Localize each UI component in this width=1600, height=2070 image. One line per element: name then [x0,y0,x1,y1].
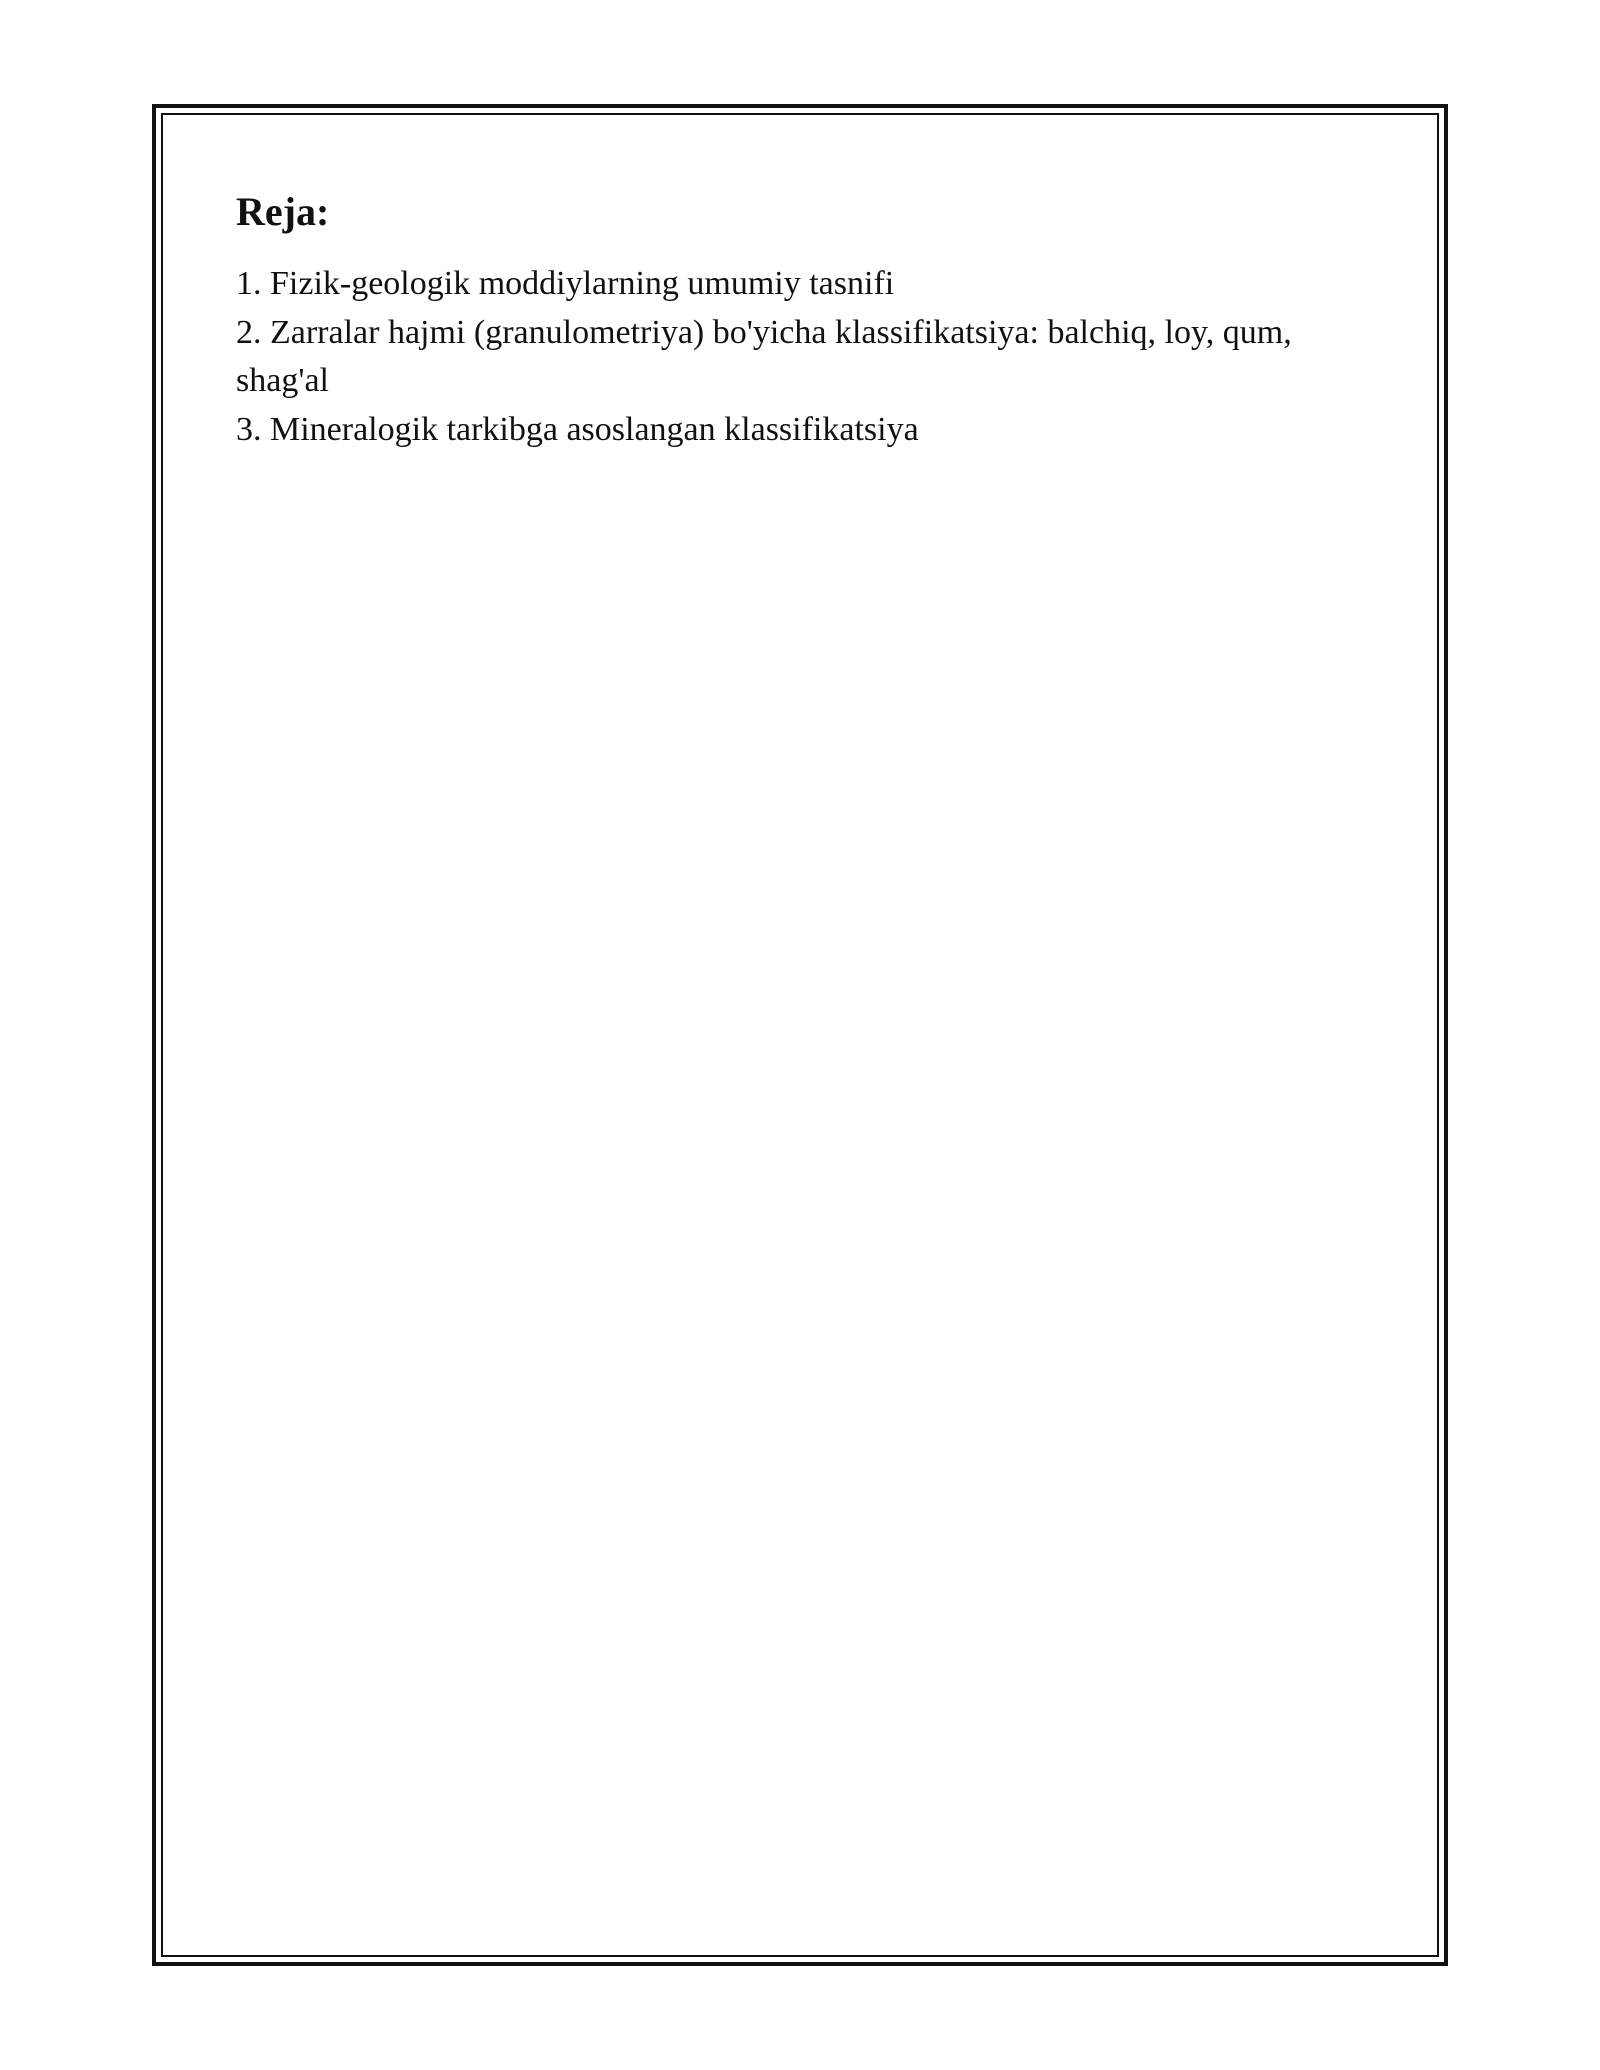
page-content [236,186,1336,454]
plan-heading: Reja: [236,189,330,234]
plan-item-2: 2. Zarralar hajmi (granulometriya) bo'yicha klassifikatsiya: balchiq, loy, qum, shag'al [236,313,1292,399]
plan-item-1: 1. Fizik-geologik moddiylarning umumiy tasnifi [236,265,895,302]
plan-list [236,260,1336,454]
plan-item-3: 3. Mineralogik tarkibga asoslangan klassifikatsiya [236,410,919,448]
